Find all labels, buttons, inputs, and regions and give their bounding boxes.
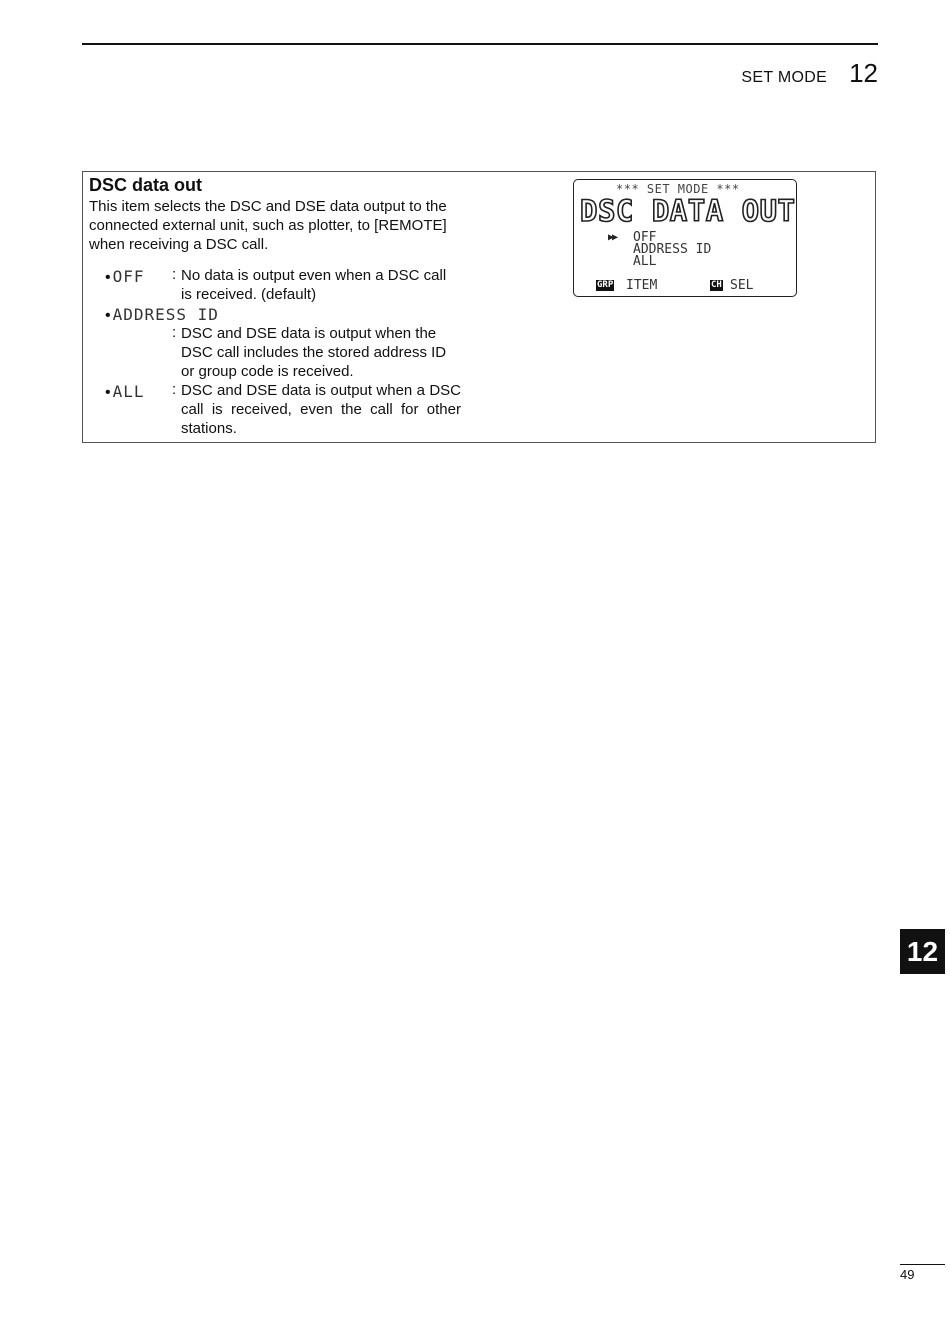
lcd-option-off: OFF	[633, 230, 657, 245]
option-address-id-description: DSC and DSE data is output when the DSC call includes the stored address ID or group code is received.	[181, 325, 447, 380]
lcd-title: DSC DATA OUT	[580, 194, 796, 228]
chapter-number: 12	[849, 58, 878, 88]
colon: :	[172, 266, 177, 283]
item-intro: This item selects the DSC and DSE data output to the connected external unit, such as plotter, to [REMOTE] when receiving a DSC call.	[89, 198, 447, 253]
option-all-name	[105, 382, 145, 402]
lcd-display	[573, 179, 797, 297]
dsc-data-out-section	[82, 171, 876, 443]
header-rule	[82, 43, 878, 45]
colon: :	[172, 381, 177, 398]
lcd-cursor-icon: ▶▶	[608, 232, 617, 243]
bullet: •	[105, 384, 112, 401]
chapter-side-tab: 12	[900, 929, 945, 974]
item-title: DSC data out	[89, 175, 203, 195]
page-number: 49	[900, 1267, 915, 1282]
bullet: •	[105, 307, 112, 324]
lcd-grp-key: GRP	[597, 280, 614, 290]
option-all-description: DSC and DSE data is output when a DSC call is received, even the call for other stations.	[181, 382, 461, 437]
lcd-option-all: ALL	[633, 254, 657, 269]
lcd-header: *** SET MODE ***	[616, 182, 740, 196]
page-header	[741, 58, 878, 89]
option-label: ADDRESS ID	[112, 305, 219, 324]
lcd-sel-label: SEL	[730, 278, 754, 293]
option-address-id-name	[105, 305, 219, 325]
colon: :	[172, 324, 177, 341]
bullet: •	[105, 269, 112, 286]
lcd-item-label: ITEM	[626, 278, 658, 293]
lcd-ch-key: CH	[711, 280, 722, 290]
footer-rule	[900, 1264, 945, 1265]
option-off-name	[105, 267, 145, 287]
option-off-description: No data is output even when a DSC call is received. (default)	[181, 267, 447, 303]
section-title: SET MODE	[741, 69, 828, 86]
option-label: ALL	[112, 382, 145, 401]
option-label: OFF	[112, 267, 145, 286]
lcd-option-address-id: ADDRESS ID	[633, 242, 712, 257]
